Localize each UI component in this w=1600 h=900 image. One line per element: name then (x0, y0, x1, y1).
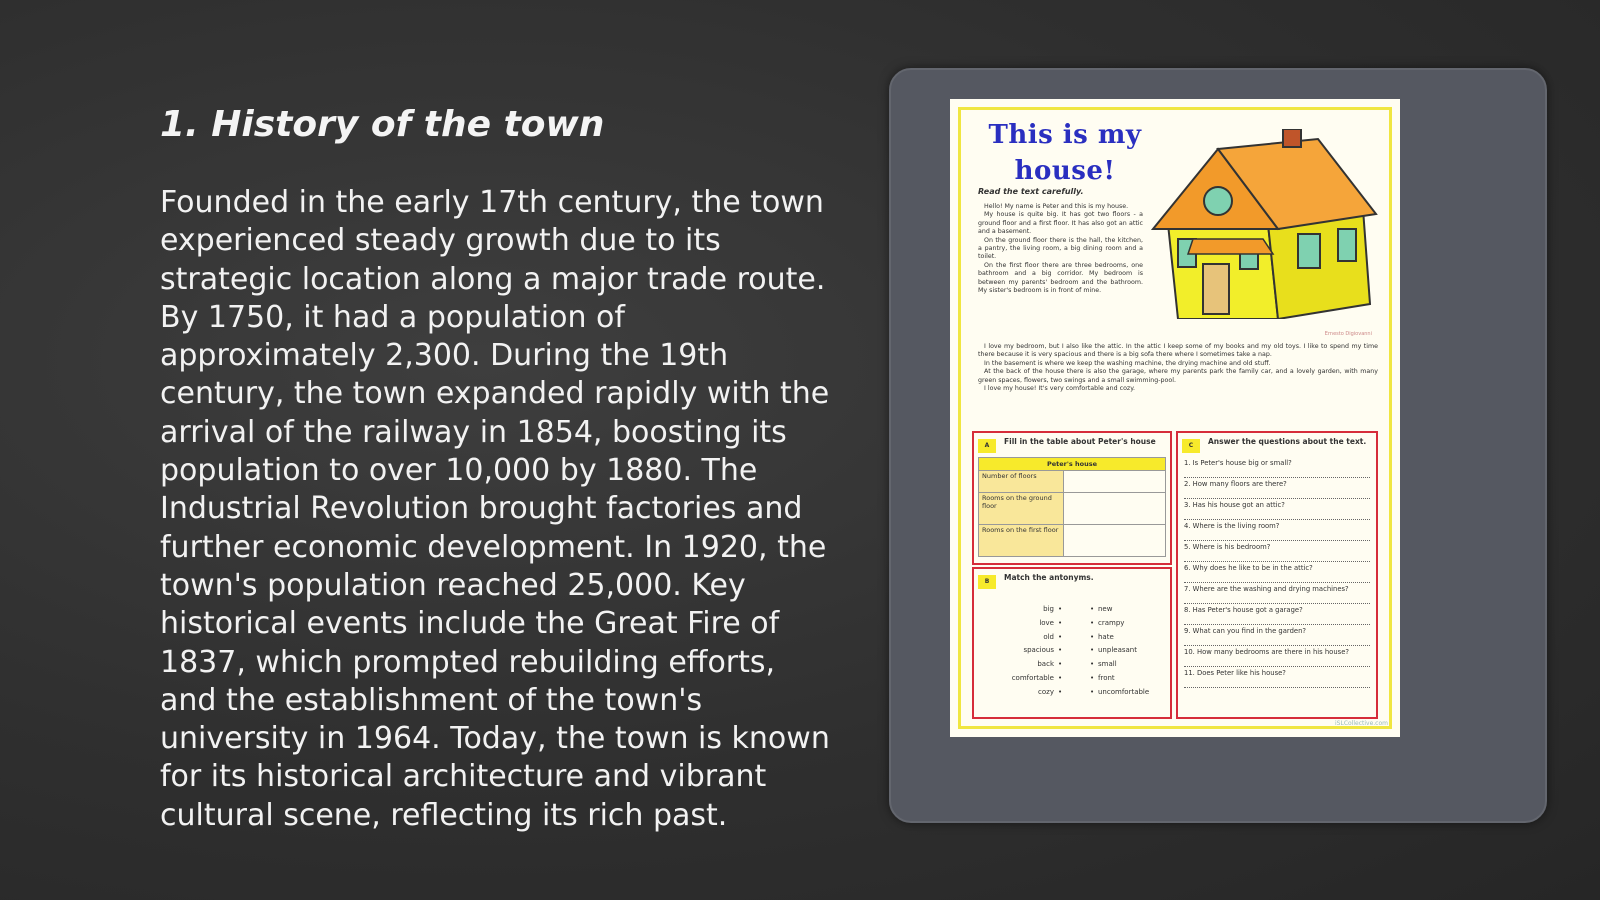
worksheet-text-wide (978, 343, 1378, 393)
question-item: 1. Is Peter's house big or small? (1184, 457, 1370, 478)
match-dots-right: • • • • • • • (1090, 605, 1095, 696)
paragraph: My house is quite big. It has got two floors - a ground floor and a first floor. It has also got an attic and a basement. (978, 211, 1143, 236)
match-dots-left: • • • • • • • (1058, 605, 1063, 696)
worksheet-title: This is my house! (988, 120, 1142, 186)
question-list (1184, 457, 1370, 688)
paragraph: Hello! My name is Peter and this is my house. (984, 203, 1129, 210)
table-row-label: Number of floors (979, 471, 1064, 493)
section-tag: C (1182, 439, 1200, 453)
question-item: 5. Where is his bedroom? (1184, 541, 1370, 562)
antonym-word: unpleasant (1098, 646, 1137, 655)
antonym-word: old (1043, 632, 1054, 641)
antonym-word: spacious (1023, 646, 1054, 655)
paragraph: In the basement is where we keep the washing machine, the drying machine and old stuff. (984, 359, 1271, 367)
section-tag: B (978, 575, 996, 589)
house-illustration (1148, 129, 1378, 319)
paragraph: On the first floor there are three bedrooms, one bathroom and a big corridor. My bedroom is between my parents' bedroom and the bathroom. My sister's bedroom is in front of mine. (978, 261, 1143, 295)
paragraph: I love my bedroom, but I also like the attic. In the attic I keep some of my books and my old toys. I like to spend my time there because it is very spacious and there is a big sofa there where I sometimes take a nap. (978, 343, 1378, 359)
section-b-box (972, 567, 1172, 719)
antonym-word: cozy (1038, 687, 1054, 696)
antonym-word: small (1098, 660, 1117, 669)
antonym-word: hate (1098, 632, 1114, 641)
question-item: 6. Why does he like to be in the attic? (1184, 562, 1370, 583)
paragraph: At the back of the house there is also the garage, where my parents park the family car, and a lovely garden, with many green spaces, flowers, two swings and a small swimming-pool. (978, 368, 1378, 384)
antonyms-right (1098, 603, 1168, 700)
table-answer-cell (1064, 525, 1166, 557)
slide-body-text: Founded in the early 17th century, the town experienced steady growth due to its strategic location along a major trade route. By 1750, it had a population of approximately 2,300. During the 19th century, the town expanded rapidly with the arrival of the railway in 1854, boosting its population to over 10,000 by 1880. The Industrial Revolution brought factories and further economic development. In 1920, the town's population reached 25,000. Key historical events include the Great Fire of 1837, which prompted rebuilding efforts, and the establishment of the town's university in 1964. Today, the town is known for its historical architecture and vibrant cultural scene, reflecting its rich past. (160, 185, 830, 833)
question-item: 4. Where is the living room? (1184, 520, 1370, 541)
antonym-word: front (1098, 673, 1115, 682)
paragraph: I love my house! It's very comfortable and cozy. (984, 385, 1136, 393)
question-item: 9. What can you find in the garden? (1184, 625, 1370, 646)
worksheet-image[interactable] (950, 99, 1400, 737)
question-item: 7. Where are the washing and drying machines? (1184, 583, 1370, 604)
question-item: 11. Does Peter like his house? (1184, 667, 1370, 688)
table-answer-cell (1064, 471, 1166, 493)
section-c-box (1176, 431, 1378, 719)
question-item: 10. How many bedrooms are there in his house? (1184, 646, 1370, 667)
question-item: 2. How many floors are there? (1184, 478, 1370, 499)
section-b-heading: Match the antonyms. (1004, 573, 1094, 582)
question-item: 8. Has Peter's house got a garage? (1184, 604, 1370, 625)
table-answer-cell (1064, 493, 1166, 525)
section-tag: A (978, 439, 996, 453)
table-header: Peter's house (979, 458, 1166, 471)
antonym-word: love (1039, 618, 1054, 627)
table-row-label: Rooms on the first floor (979, 525, 1064, 557)
table-row-label: Rooms on the ground floor (979, 493, 1064, 525)
antonym-word: new (1098, 605, 1113, 613)
slide-title: 1. History of the town (160, 104, 605, 145)
worksheet-instruction: Read the text carefully. (978, 187, 1084, 196)
section-a-box (972, 431, 1172, 565)
peters-house-table (978, 457, 1166, 557)
antonym-word: comfortable (1011, 673, 1054, 682)
section-a-heading: Fill in the table about Peter's house (1004, 437, 1156, 446)
antonym-word: back (1037, 660, 1054, 669)
antonyms-left (984, 603, 1054, 700)
antonym-word: crampy (1098, 618, 1125, 627)
section-c-heading: Answer the questions about the text. (1208, 437, 1367, 446)
worksheet-text-narrow (978, 203, 1143, 295)
antonym-word: uncomfortable (1098, 687, 1150, 696)
paragraph: On the ground floor there is the hall, the kitchen, a pantry, the living room, a big dining room and a toilet. (978, 236, 1143, 261)
illustration-credit: Ernesto Digiovanni (1324, 331, 1372, 337)
antonym-word: big (1043, 605, 1054, 613)
site-watermark: iSLCollective.com (1335, 720, 1388, 727)
question-item: 3. Has his house got an attic? (1184, 499, 1370, 520)
